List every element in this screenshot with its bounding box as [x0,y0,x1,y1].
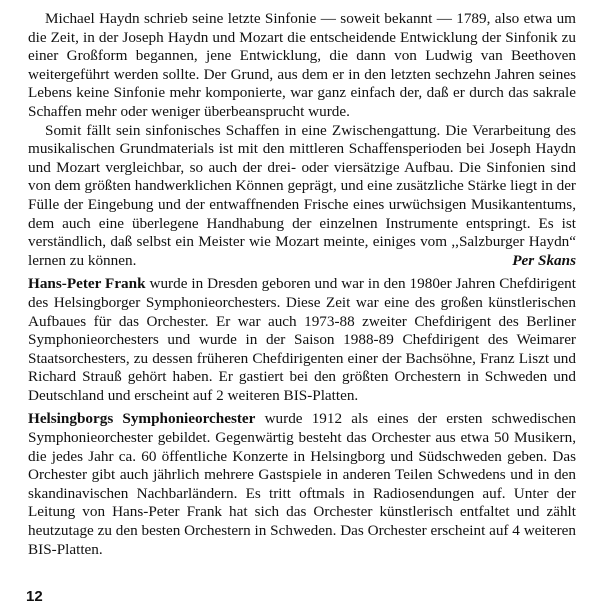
paragraph-text: wurde 1912 als eines der ersten schwedischen Symphonieorchester gebildet. Gegenwärtig besteht das Orchester aus etwa 50 Musikern, die jedes Jahr ca. 60 öffentliche Konzerte in Helsingborg und Südschweden geben. Das Orchester gibt auch jährlich mehrere Gastspiele in anderen Teilen Schwedens und in den skandinavischen Nachbarländern. Es tritt oftmals in Radiosendungen auf. Unter der Leitung von Hans-Peter Frank hat sich das Orchester künstlerisch entfaltet und zählt heutzutage zu den besten Orchestern in Schweden. Das Orchester erscheint auf 4 weiteren BIS-Platten. [28,410,576,558]
paragraph-text: wurde in Dresden geboren und war in den 1980er Jahren Chefdirigent des Helsingborger Symphonieorchesters. Diese Zeit war eine des großen künstlerischen Aufbaues für das Orchester. Er war auch 1973-88 zweiter Chefdirigent des Berliner Symphonieorchesters und wurde in der Saison 1988-89 Chefdirigent des Weimarer Staatsorchesters, zu dessen früheren Chefdirigenten einer der Bachsöhne, Franz Liszt und Richard Strauß gehört haben. Er gastiert bei den größten Orchestern in Schweden und Deutschland und erscheint auf 2 weiteren BIS-Platten. [28,275,576,404]
paragraph-text: Somit fällt sein sinfonisches Schaffen in eine Zwischengattung. Die Verarbeitung des musikalischen Grundmaterials ist mit den mittleren Schaffensperioden bei Joseph Haydn und Mozart vergleichbar, so auch der drei- oder viersätzige Aufbau. Die Sinfonien sind von dem größten handwerklichen Können geprägt, und eine zusätzliche Stärke liegt in der Fülle der Eingebung und der entwaffnenden Frische eines urwüchsigen Musikantentums, dem auch eine überlegene Handhabung der einzelnen Instrumente entspringt. Es ist verständlich, daß selbst ein Meister wie Mozart meinte, einiges vom ,,Salzburger Haydn“ lernen zu können. [28,121,576,269]
paragraph-sinfonisches-schaffen [28,122,576,271]
paragraph-text: Michael Haydn schrieb seine letzte Sinfonie — soweit bekannt — 1789, also etwa um die Zeit, in der Joseph Haydn und Mozart die entscheidende Entwicklung der Sinfonik zu einer Großform begannen, jene Entwicklung, die dann von Ludwig van Beethoven weitergeführt werden sollte. Der Grund, aus dem er in den letzten sechzehn Jahren seines Lebens keine Sinfonie mehr komponierte, war ganz einfach der, daß er durch das sakrale Schaffen mehr oder weniger überbeansprucht wurde. [28,10,576,120]
paragraph-hans-peter-frank [28,275,576,405]
paragraph-lead-name: Hans-Peter Frank [28,275,146,293]
page-number: 12 [26,588,43,605]
paragraph-helsingborgs-orchester [28,410,576,559]
paragraph-michael-haydn [28,10,576,122]
paragraph-lead-name: Helsingborgs Symphonieorchester [28,410,256,428]
page-body [28,10,576,559]
author-attribution: Per Skans [512,251,576,269]
